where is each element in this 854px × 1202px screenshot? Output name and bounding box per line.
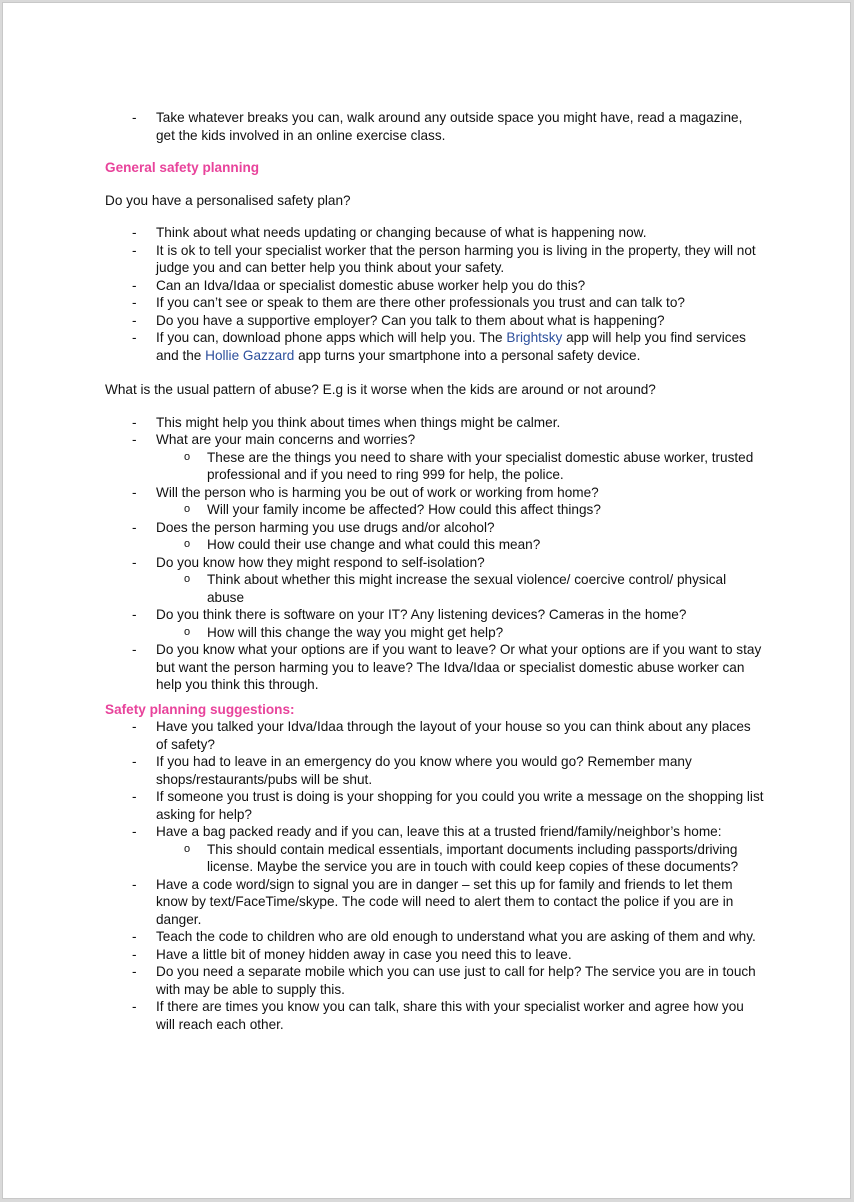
document-body: [105, 109, 765, 1033]
sub-list-item: [156, 449, 765, 484]
list-item-text: Do you have a supportive employer? Can you talk to them about what is happening?: [156, 312, 665, 328]
list-item-text: If you can’t see or speak to them are there other professionals you trust and can talk to?: [156, 295, 685, 310]
list-item-text: It is ok to tell your specialist worker that the person harming you is living in the property, they will not judge you and can better help you think about your safety.: [156, 242, 756, 275]
sub-list-item-text: How could their use change and what could this mean?: [207, 537, 541, 552]
sub-list-item-text: How will this change the way you might get help?: [207, 624, 504, 640]
list-item: [105, 963, 765, 998]
dash-marker: -: [132, 554, 137, 570]
dash-marker: -: [132, 519, 137, 535]
list-item-text: Take whatever breaks you can, walk around any outside space you might have, read a magazine, get the kids involved in an online exercise class.: [156, 110, 743, 143]
list-item-text: Have you talked your Idva/Idaa through the layout of your house so you can think about any places of safety?: [156, 719, 751, 752]
sub-list-item-text: Think about whether this might increase the sexual violence/ coercive control/ physical abuse: [207, 572, 727, 605]
circle-marker: o: [184, 450, 191, 463]
list-item-text: If you had to leave in an emergency do you know where you would go? Remember many shops/restaurants/pubs will be shut.: [156, 754, 692, 787]
list-item-text: If there are times you know you can talk, share this with your specialist worker and agree how you will reach each other.: [156, 999, 744, 1032]
sub-list: [156, 571, 765, 606]
sub-list-item: [156, 841, 765, 876]
sub-list: [156, 841, 765, 876]
list-item: [105, 224, 765, 242]
dash-marker: -: [132, 607, 137, 622]
list-item: [105, 606, 765, 641]
sub-list: [156, 536, 765, 554]
list-item: [105, 641, 765, 694]
dash-marker: -: [132, 432, 137, 447]
top-list: [105, 109, 765, 144]
list-item: [105, 823, 765, 876]
circle-marker: o: [184, 625, 191, 638]
list-item-text: Do you know how they might respond to self-isolation?: [156, 554, 485, 570]
sub-list-item-text: These are the things you need to share with your specialist domestic abuse worker, trusted professional and if you need to ring 999 for help, the police.: [207, 449, 754, 482]
list-item-text: Have a little bit of money hidden away in case you need this to leave.: [156, 946, 572, 962]
list-item: [105, 242, 765, 277]
sub-list: [156, 449, 765, 484]
dash-marker: -: [132, 789, 137, 804]
sub-list: [156, 501, 765, 519]
general-safety-heading: General safety planning: [105, 160, 260, 175]
sub-list-item-text: This should contain medical essentials, important documents including passports/driving license. Maybe the service you are in touch with could keep copies of these documents?: [207, 841, 739, 874]
dash-marker: -: [132, 824, 137, 839]
dash-marker: -: [132, 876, 137, 892]
dash-marker: -: [132, 242, 137, 258]
general-question: Do you have a personalised safety plan?: [105, 192, 351, 208]
sub-list: [156, 624, 765, 642]
circle-marker: o: [184, 842, 191, 855]
dash-marker: -: [132, 330, 137, 345]
list-item-text: Can an Idva/Idaa or specialist domestic abuse worker help you do this?: [156, 277, 586, 293]
sub-list-item: [156, 501, 765, 519]
hollie-gazzard-link[interactable]: Hollie Gazzard: [205, 347, 295, 363]
list-item: [105, 753, 765, 788]
document-page: [2, 2, 851, 1199]
list-item: [105, 431, 765, 484]
list-item: [105, 718, 765, 753]
list-item-text: What are your main concerns and worries?: [156, 432, 416, 447]
list-item: [105, 519, 765, 554]
list-item: [105, 554, 765, 607]
list-item: [105, 946, 765, 964]
list-item: [105, 277, 765, 295]
list-item: [105, 109, 765, 144]
list-item: [105, 312, 765, 330]
list-item: [105, 414, 765, 432]
dash-marker: -: [132, 295, 137, 310]
dash-marker: -: [132, 929, 137, 944]
list-item-text: Have a code word/sign to signal you are in danger – set this up for family and friends to let them know by text/FaceTime/skype. The code will need to alert them to contact the police if you are in danger.: [156, 876, 734, 927]
list-item: [105, 484, 765, 519]
dash-marker: -: [132, 999, 137, 1014]
dash-marker: -: [132, 225, 137, 240]
dash-marker: -: [132, 312, 137, 328]
list-item-text: Does the person harming you use drugs and/or alcohol?: [156, 519, 495, 535]
dash-marker: -: [132, 719, 137, 734]
sub-list-item: [156, 536, 765, 554]
dash-marker: -: [132, 946, 137, 962]
list-item: [105, 294, 765, 312]
dash-marker: -: [132, 754, 137, 769]
list-item-text: Think about what needs updating or changing because of what is happening now.: [156, 225, 647, 240]
list-item: [105, 998, 765, 1033]
apps-text-post: app turns your smartphone into a personal safety device.: [294, 347, 641, 363]
sub-list-item-text: Will your family income be affected? How could this affect things?: [207, 502, 601, 517]
list-item-text: Will the person who is harming you be out of work or working from home?: [156, 484, 599, 500]
list-item-text: This might help you think about times when things might be calmer.: [156, 414, 561, 430]
list-item-text: Do you think there is software on your IT? Any listening devices? Cameras in the home?: [156, 607, 687, 622]
list-item-text: Teach the code to children who are old enough to understand what you are asking of them and why.: [156, 929, 756, 944]
general-list: [105, 224, 765, 364]
dash-marker: -: [132, 110, 137, 125]
list-item: [105, 876, 765, 929]
dash-marker: -: [132, 277, 137, 293]
apps-text-pre: If you can, download phone apps which will help you. The: [156, 330, 507, 345]
brightsky-link[interactable]: Brightsky: [506, 330, 563, 345]
pattern-list: [105, 414, 765, 694]
list-item-text: Do you know what your options are if you want to leave? Or what your options are if you want to stay but want the person harming you to leave? The Idva/Idaa or specialist domestic abuse worker can help you think this through.: [156, 642, 762, 692]
list-item: [105, 928, 765, 946]
circle-marker: o: [184, 573, 191, 585]
circle-marker: o: [184, 503, 191, 515]
dash-marker: -: [132, 642, 137, 657]
suggestions-list: [105, 718, 765, 1033]
list-item-text: Have a bag packed ready and if you can, leave this at a trusted friend/family/neighbor’s home:: [156, 824, 722, 839]
list-item-text: Do you need a separate mobile which you can use just to call for help? The service you are in touch with may be able to supply this.: [156, 964, 756, 997]
pattern-question: What is the usual pattern of abuse? E.g is it worse when the kids are around or not around?: [105, 382, 656, 397]
suggestions-heading: Safety planning suggestions:: [105, 701, 295, 717]
apps-text-mid: app will help you find services and the: [156, 330, 746, 363]
dash-marker: -: [132, 964, 137, 979]
circle-marker: o: [184, 538, 191, 550]
dash-marker: -: [132, 414, 137, 430]
list-item: [105, 329, 765, 364]
dash-marker: -: [132, 484, 137, 500]
list-item: [105, 788, 765, 823]
list-item-text: If someone you trust is doing is your shopping for you could you write a message on the shopping list asking for help?: [156, 789, 764, 822]
sub-list-item: [156, 624, 765, 642]
sub-list-item: [156, 571, 765, 606]
